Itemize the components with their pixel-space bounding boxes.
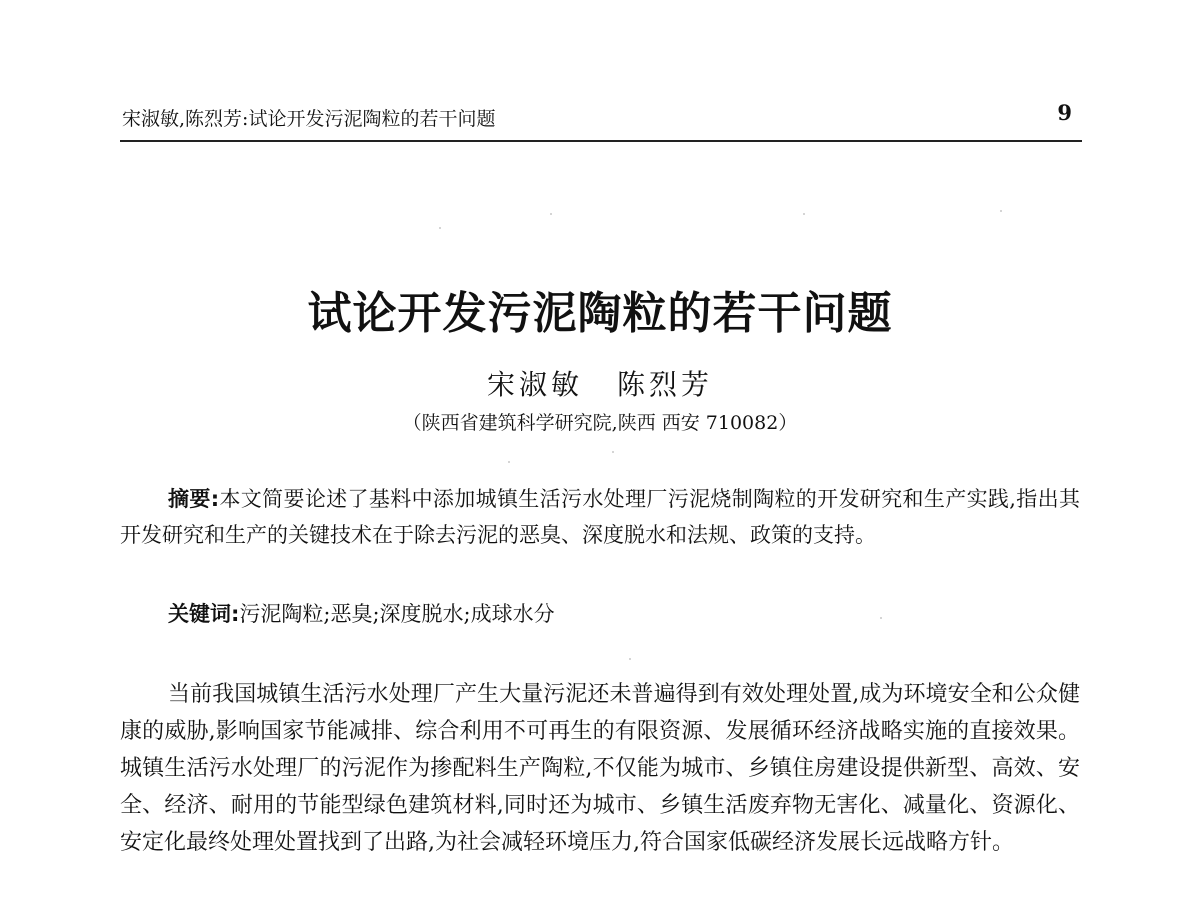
running-title: 宋淑敏,陈烈芳:试论开发污泥陶粒的若干问题	[122, 108, 496, 130]
scan-noise-dot	[803, 213, 805, 215]
scan-noise-dot	[612, 451, 614, 453]
author-name: 宋淑敏	[486, 368, 583, 401]
scan-noise-dot	[439, 227, 441, 229]
abstract-paragraph	[120, 481, 1080, 553]
body-section	[120, 676, 1080, 861]
scan-noise-dot	[629, 658, 631, 660]
author-affiliation: （陕西省建筑科学研究院,陕西 西安 710082）	[402, 412, 798, 434]
article-title: 试论开发污泥陶粒的若干问题	[307, 288, 893, 340]
keywords-label: 关键词:	[168, 602, 240, 626]
scan-noise-dot	[550, 213, 552, 215]
running-header	[120, 100, 1082, 138]
scan-noise-dot	[880, 617, 882, 619]
author-name: 陈烈芳	[617, 368, 714, 401]
keywords-line	[168, 598, 555, 628]
abstract-text: 本文简要论述了基料中添加城镇生活污水处理厂污泥烧制陶粒的开发研究和生产实践,指出其开发研究和生产的关键技术在于除去污泥的恶臭、深度脱水和法规、政策的支持。	[120, 487, 1080, 547]
page-number: 9	[1057, 100, 1072, 125]
scan-noise-dot	[1000, 210, 1002, 212]
scan-noise-dot	[508, 461, 510, 463]
author-list	[0, 363, 1200, 403]
header-rule	[120, 140, 1082, 142]
body-paragraph: 当前我国城镇生活污水处理厂产生大量污泥还未普遍得到有效处理处置,成为环境安全和公众健康的威胁,影响国家节能减排、综合利用不可再生的有限资源、发展循环经济战略实施的直接效果。城镇生活污水处理厂的污泥作为掺配料生产陶粒,不仅能为城市、乡镇住房建设提供新型、高效、安全、经济、耐用的节能型绿色建筑材料,同时还为城市、乡镇生活废弃物无害化、减量化、资源化、安定化最终处理处置找到了出路,为社会减轻环境压力,符合国家低碳经济发展长远战略方针。	[120, 682, 1080, 855]
abstract-label: 摘要:	[168, 487, 220, 511]
keywords-text: 污泥陶粒;恶臭;深度脱水;成球水分	[239, 602, 555, 626]
abstract-section	[120, 481, 1080, 553]
